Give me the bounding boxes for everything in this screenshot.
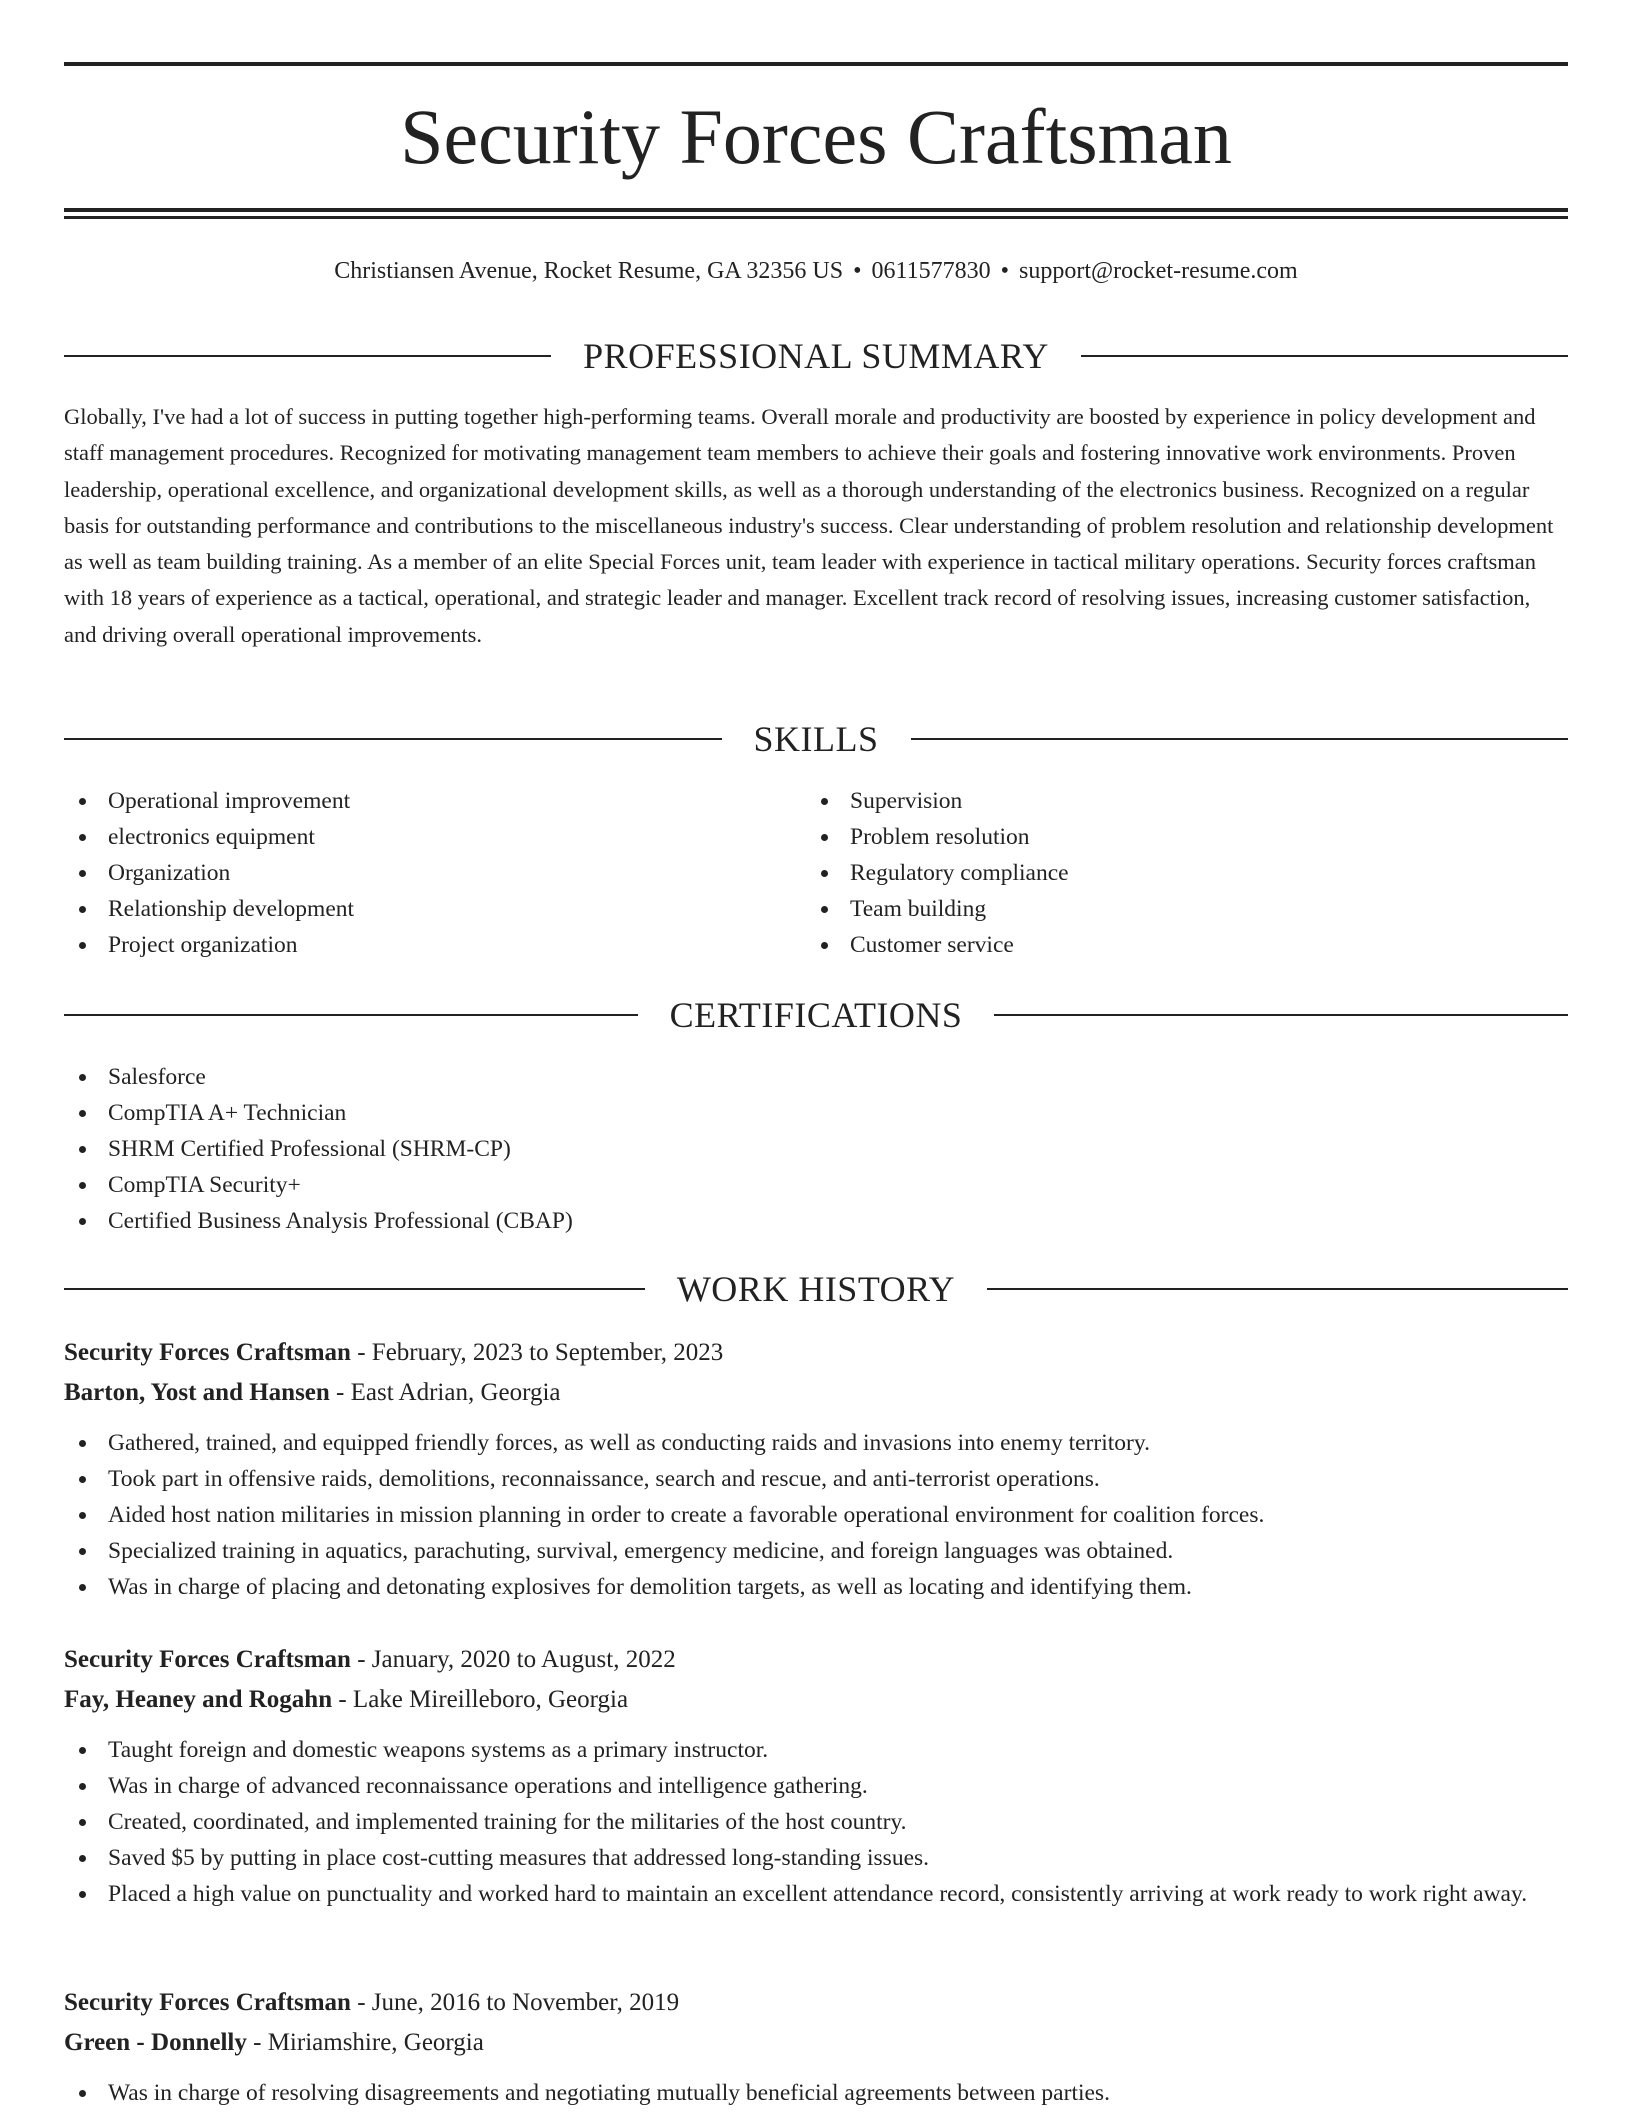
skill-item: Relationship development [64, 891, 764, 927]
skill-item: Team building [806, 891, 1506, 927]
section-header-work-history [64, 1269, 1568, 1309]
certification-item: SHRM Certified Professional (SHRM-CP) [64, 1131, 1568, 1167]
skill-item: Supervision [806, 783, 1506, 819]
job-dates: - February, 2023 to September, 2023 [350, 1339, 724, 1366]
skills-list-left [64, 783, 764, 963]
job-company-line [64, 2023, 1568, 2063]
skill-item: Customer service [806, 927, 1506, 963]
job-dates: - January, 2020 to August, 2022 [350, 1646, 676, 1673]
skill-item: electronics equipment [64, 819, 764, 855]
job-location: - Miriamshire, Georgia [246, 2029, 484, 2056]
section-divider [994, 1014, 1568, 1016]
header-top-rule [64, 62, 1568, 66]
job-bullet: Saved $5 by putting in place cost-cutting measures that addressed long-standing issues. [64, 1840, 1568, 1876]
contact-phone: 0611577830 [871, 258, 991, 284]
job-dates: - June, 2016 to November, 2019 [350, 1989, 680, 2016]
section-title-skills: SKILLS [753, 719, 879, 759]
contact-email: support@rocket-resume.com [1019, 258, 1298, 284]
section-divider [911, 738, 1569, 740]
job-bullets [64, 2075, 1568, 2111]
job-bullet: Took part in offensive raids, demolitions, reconnaissance, search and rescue, and anti-terrorist operations. [64, 1461, 1568, 1497]
section-title-work-history: WORK HISTORY [676, 1269, 956, 1309]
job-bullets [64, 1732, 1568, 1912]
job-entry [64, 1983, 1568, 2111]
section-header-certifications [64, 995, 1568, 1035]
job-title-line [64, 1983, 1568, 2023]
job-company-line [64, 1373, 1568, 1413]
job-bullet: Aided host nation militaries in mission planning in order to create a favorable operational environment for coalition forces. [64, 1497, 1568, 1533]
section-title-summary: PROFESSIONAL SUMMARY [583, 336, 1049, 376]
section-divider [987, 1288, 1568, 1290]
job-title: Security Forces Craftsman [64, 1646, 351, 1673]
job-company: Barton, Yost and Hansen [64, 1379, 330, 1406]
job-bullet: Was in charge of advanced reconnaissance operations and intelligence gathering. [64, 1768, 1568, 1804]
job-company: Fay, Heaney and Rogahn [64, 1686, 333, 1713]
job-entry [64, 1333, 1568, 1605]
skills-list-right [806, 783, 1506, 963]
job-title: Security Forces Craftsman [64, 1339, 351, 1366]
contact-line [64, 255, 1568, 287]
section-divider [1081, 355, 1568, 357]
job-location: - East Adrian, Georgia [329, 1379, 561, 1406]
job-bullet: Specialized training in aquatics, parachuting, survival, emergency medicine, and foreign languages was obtained. [64, 1533, 1568, 1569]
skill-item: Project organization [64, 927, 764, 963]
contact-separator: • [853, 258, 862, 284]
certification-item: Certified Business Analysis Professional (CBAP) [64, 1203, 1568, 1239]
job-bullet: Gathered, trained, and equipped friendly forces, as well as conducting raids and invasions into enemy territory. [64, 1425, 1568, 1461]
job-bullet: Was in charge of resolving disagreements and negotiating mutually beneficial agreements between parties. [64, 2075, 1568, 2111]
job-company-line [64, 1680, 1568, 1720]
certification-item: CompTIA Security+ [64, 1167, 1568, 1203]
section-divider [64, 1014, 638, 1016]
job-title: Security Forces Craftsman [64, 1989, 351, 2016]
skill-item: Organization [64, 855, 764, 891]
job-bullet: Created, coordinated, and implemented training for the militaries of the host country. [64, 1804, 1568, 1840]
job-entry [64, 1640, 1568, 1912]
certifications-list [64, 1059, 1568, 1239]
summary-text: Globally, I've had a lot of success in putting together high-performing teams. Overall morale and productivity are boosted by experience in policy development and staff management procedures. Recognized for motivating management team members to achieve their goals and fostering innovative work environments. Proven leadership, operational excellence, and organizational development skills, as well as a thorough understanding of the electronics business. Recognized on a regular basis for outstanding performance and contributions to the miscellaneous industry's success. Clear understanding of problem resolution and relationship development as well as team building training. As a member of an elite Special Forces unit, team leader with experience in tactical military operations. Security forces craftsman with 18 years of experience as a tactical, operational, and strategic leader and manager. Excellent track record of resolving issues, increasing customer satisfaction, and driving overall operational improvements. [64, 404, 1554, 647]
section-divider [64, 1288, 645, 1290]
header-bottom-rule [64, 208, 1568, 219]
skill-item: Problem resolution [806, 819, 1506, 855]
certification-item: CompTIA A+ Technician [64, 1095, 1568, 1131]
job-location: - Lake Mireilleboro, Georgia [332, 1686, 629, 1713]
section-divider [64, 355, 551, 357]
section-header-summary [64, 336, 1568, 376]
contact-separator: • [1000, 258, 1010, 284]
job-bullet: Was in charge of placing and detonating explosives for demolition targets, as well as locating and identifying them. [64, 1569, 1568, 1605]
skill-item: Operational improvement [64, 783, 764, 819]
job-company: Green - Donnelly [64, 2029, 247, 2056]
page-title: Security Forces Craftsman [400, 93, 1232, 180]
job-title-line [64, 1333, 1568, 1373]
section-header-skills [64, 719, 1568, 759]
certification-item: Salesforce [64, 1059, 1568, 1095]
job-bullet: Placed a high value on punctuality and worked hard to maintain an excellent attendance record, consistently arriving at work ready to work right away. [64, 1876, 1568, 1912]
skill-item: Regulatory compliance [806, 855, 1506, 891]
section-divider [64, 738, 722, 740]
section-title-certifications: CERTIFICATIONS [669, 995, 963, 1035]
contact-address: Christiansen Avenue, Rocket Resume, GA 32356 US [334, 258, 844, 284]
job-title-line [64, 1640, 1568, 1680]
job-bullets [64, 1425, 1568, 1605]
job-bullet: Taught foreign and domestic weapons systems as a primary instructor. [64, 1732, 1568, 1768]
